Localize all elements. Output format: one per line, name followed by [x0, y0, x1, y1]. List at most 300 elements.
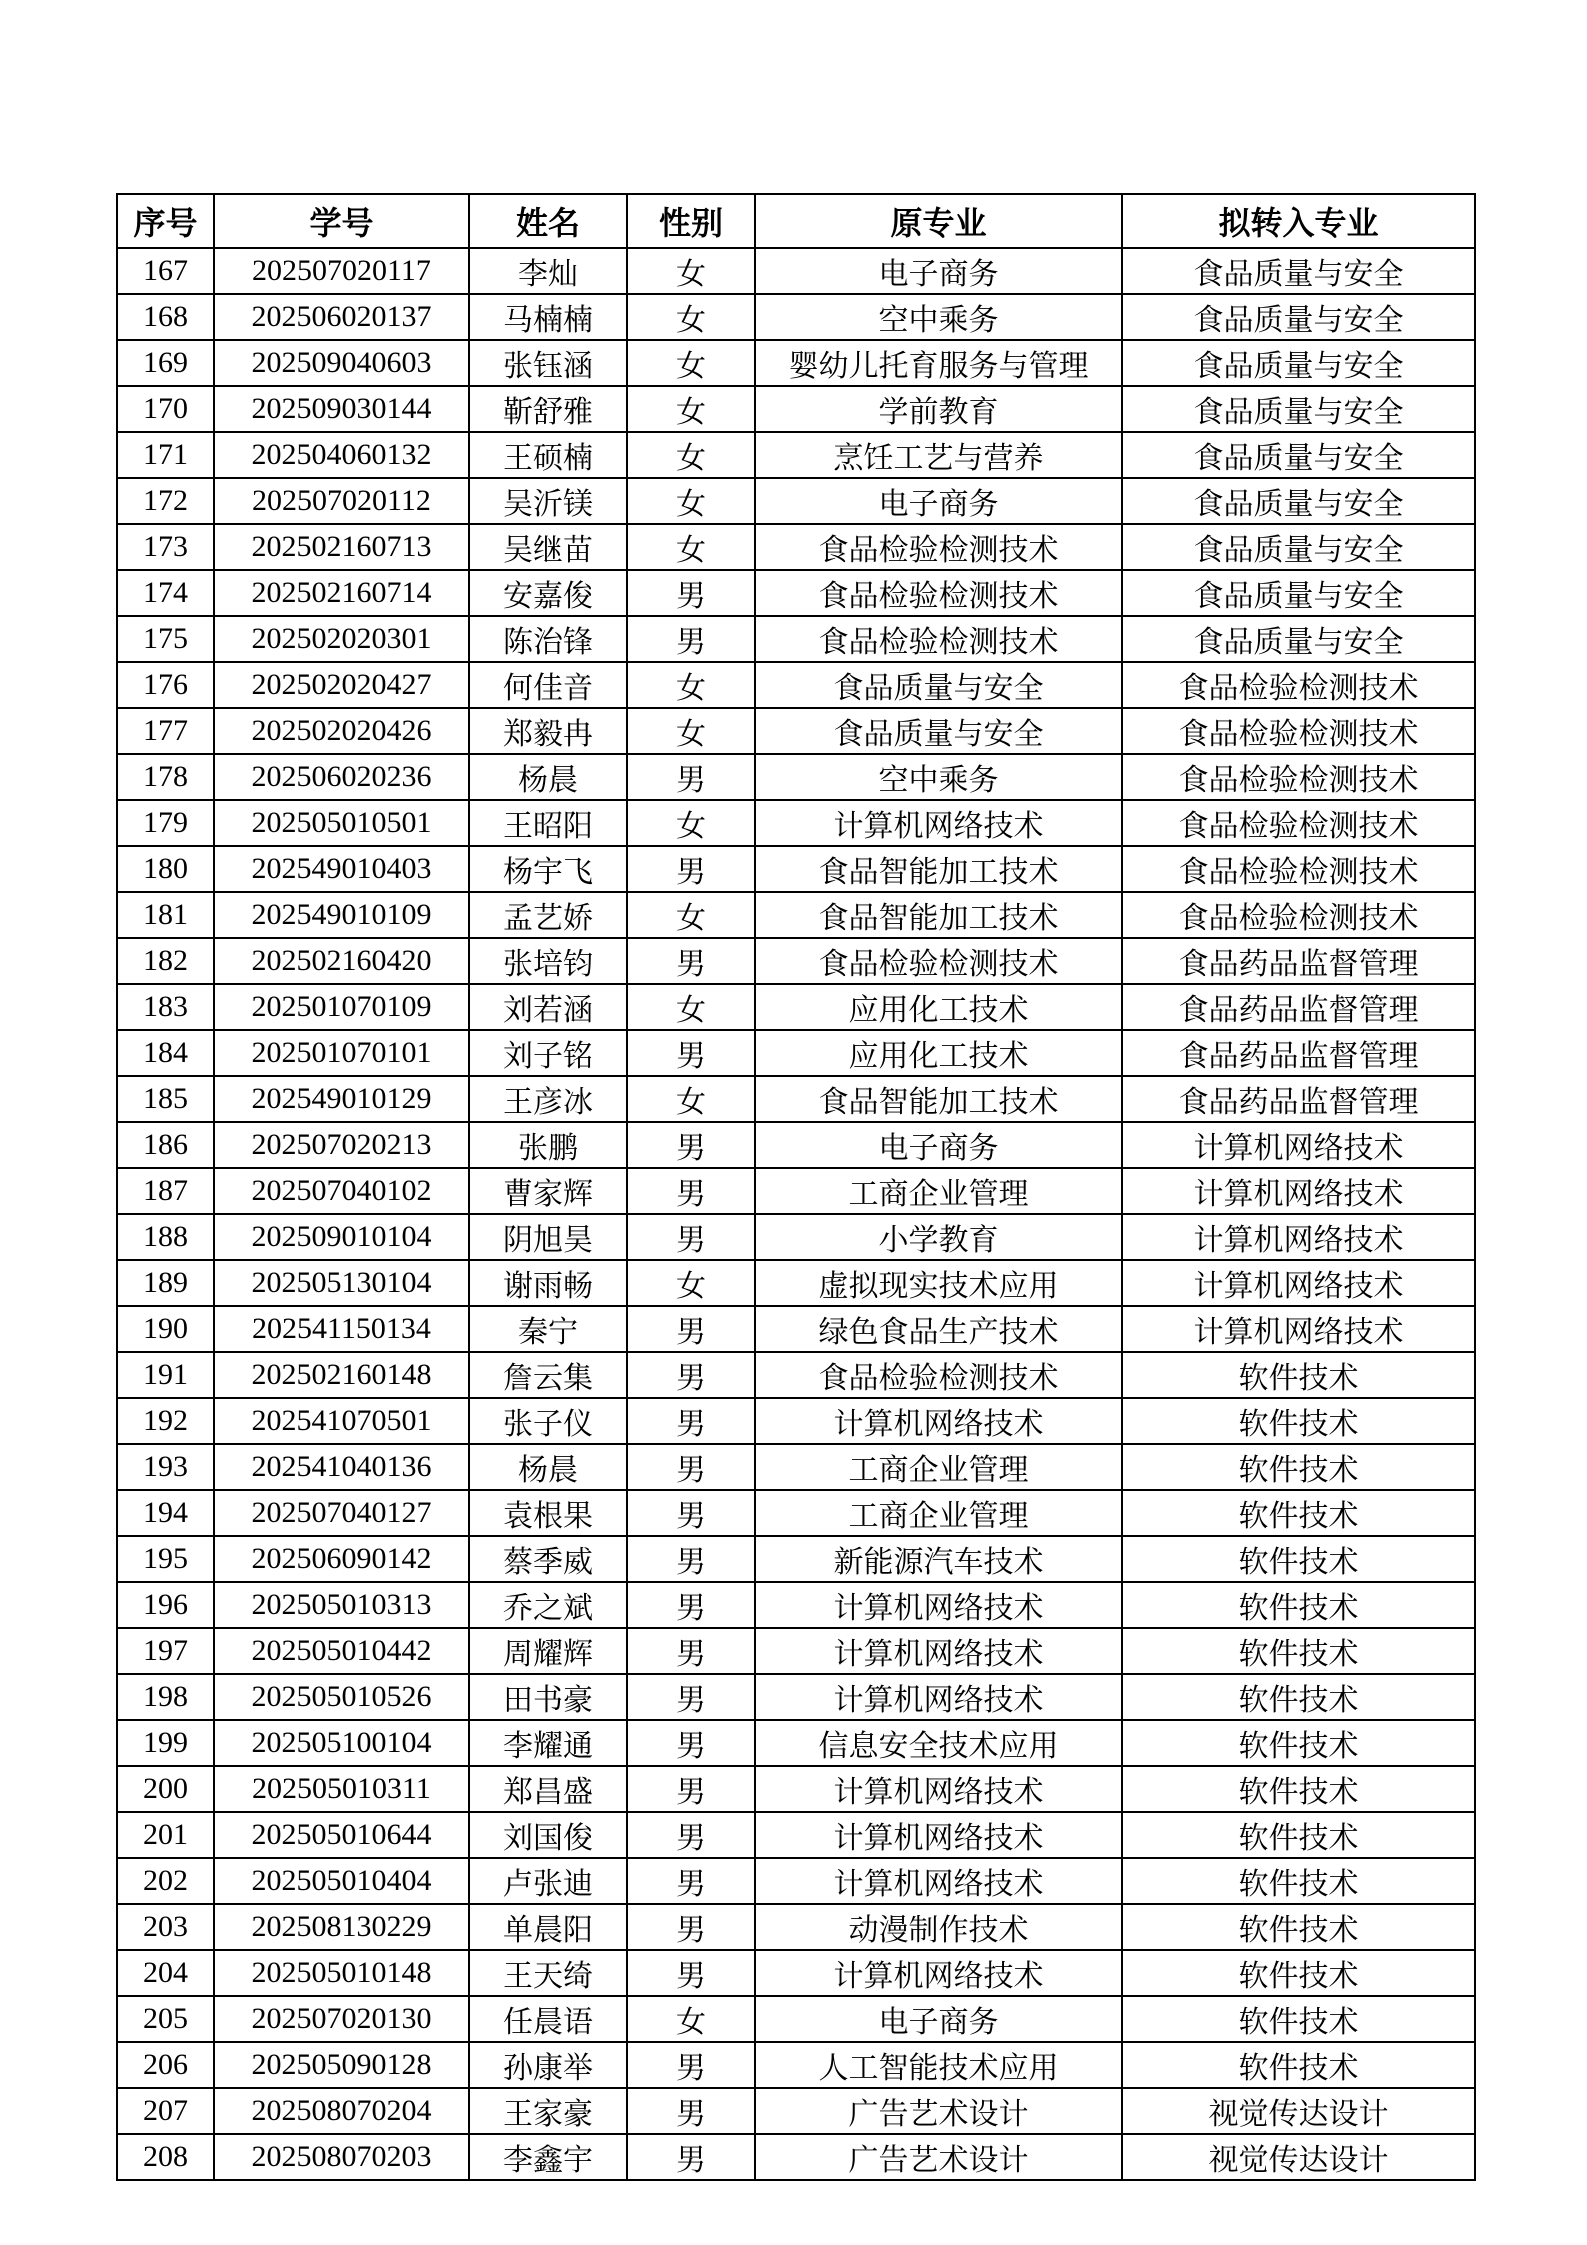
cell-gender: 女	[627, 478, 755, 524]
cell-gender: 男	[627, 1122, 755, 1168]
column-header-student_id: 学号	[214, 194, 469, 248]
column-header-original_major: 原专业	[755, 194, 1122, 248]
cell-student_id: 202504060132	[214, 432, 469, 478]
cell-name: 张子仪	[469, 1398, 627, 1444]
table-row	[117, 1122, 1475, 1168]
student-transfer-table	[116, 193, 1476, 2181]
cell-target_major: 软件技术	[1122, 1352, 1475, 1398]
table-row	[117, 1536, 1475, 1582]
cell-name: 田书豪	[469, 1674, 627, 1720]
column-header-target_major: 拟转入专业	[1122, 194, 1475, 248]
cell-name: 单晨阳	[469, 1904, 627, 1950]
table-row	[117, 1030, 1475, 1076]
cell-target_major: 软件技术	[1122, 1628, 1475, 1674]
cell-target_major: 食品检验检测技术	[1122, 892, 1475, 938]
table-row	[117, 938, 1475, 984]
cell-target_major: 软件技术	[1122, 1950, 1475, 1996]
cell-gender: 女	[627, 294, 755, 340]
cell-name: 王天绮	[469, 1950, 627, 1996]
cell-student_id: 202509040603	[214, 340, 469, 386]
cell-name: 周耀辉	[469, 1628, 627, 1674]
cell-gender: 女	[627, 248, 755, 294]
cell-original_major: 应用化工技术	[755, 1030, 1122, 1076]
cell-gender: 女	[627, 708, 755, 754]
cell-target_major: 软件技术	[1122, 1766, 1475, 1812]
cell-student_id: 202502020426	[214, 708, 469, 754]
table-row	[117, 478, 1475, 524]
cell-name: 詹云集	[469, 1352, 627, 1398]
cell-name: 李鑫宇	[469, 2134, 627, 2180]
cell-gender: 男	[627, 1858, 755, 1904]
cell-name: 秦宁	[469, 1306, 627, 1352]
cell-student_id: 202507020213	[214, 1122, 469, 1168]
cell-name: 刘子铭	[469, 1030, 627, 1076]
cell-seq: 204	[117, 1950, 214, 1996]
table-row	[117, 248, 1475, 294]
cell-name: 刘若涵	[469, 984, 627, 1030]
cell-target_major: 软件技术	[1122, 1858, 1475, 1904]
cell-gender: 男	[627, 1536, 755, 1582]
cell-seq: 190	[117, 1306, 214, 1352]
cell-seq: 185	[117, 1076, 214, 1122]
cell-student_id: 202502160420	[214, 938, 469, 984]
cell-seq: 178	[117, 754, 214, 800]
cell-gender: 男	[627, 1720, 755, 1766]
cell-original_major: 计算机网络技术	[755, 1812, 1122, 1858]
cell-student_id: 202502160713	[214, 524, 469, 570]
cell-name: 王彦冰	[469, 1076, 627, 1122]
cell-name: 谢雨畅	[469, 1260, 627, 1306]
cell-target_major: 计算机网络技术	[1122, 1260, 1475, 1306]
table-row	[117, 1398, 1475, 1444]
cell-name: 陈治锋	[469, 616, 627, 662]
cell-original_major: 食品智能加工技术	[755, 892, 1122, 938]
cell-name: 孙康举	[469, 2042, 627, 2088]
cell-name: 袁根果	[469, 1490, 627, 1536]
cell-student_id: 202505010501	[214, 800, 469, 846]
cell-original_major: 计算机网络技术	[755, 1950, 1122, 1996]
cell-seq: 197	[117, 1628, 214, 1674]
cell-target_major: 食品质量与安全	[1122, 340, 1475, 386]
cell-gender: 女	[627, 892, 755, 938]
cell-target_major: 食品质量与安全	[1122, 248, 1475, 294]
cell-gender: 男	[627, 1030, 755, 1076]
cell-seq: 192	[117, 1398, 214, 1444]
cell-student_id: 202502160148	[214, 1352, 469, 1398]
cell-name: 杨晨	[469, 754, 627, 800]
table-row	[117, 1306, 1475, 1352]
table-row	[117, 1674, 1475, 1720]
cell-original_major: 食品智能加工技术	[755, 1076, 1122, 1122]
table-row	[117, 1628, 1475, 1674]
cell-student_id: 202502020427	[214, 662, 469, 708]
cell-gender: 男	[627, 1812, 755, 1858]
cell-student_id: 202505010644	[214, 1812, 469, 1858]
cell-student_id: 202506090142	[214, 1536, 469, 1582]
cell-original_major: 电子商务	[755, 1122, 1122, 1168]
cell-original_major: 食品质量与安全	[755, 708, 1122, 754]
table-row	[117, 432, 1475, 478]
cell-student_id: 202508070204	[214, 2088, 469, 2134]
table-row	[117, 340, 1475, 386]
cell-student_id: 202505010404	[214, 1858, 469, 1904]
cell-student_id: 202506020236	[214, 754, 469, 800]
cell-gender: 女	[627, 1996, 755, 2042]
cell-seq: 203	[117, 1904, 214, 1950]
cell-target_major: 软件技术	[1122, 1674, 1475, 1720]
column-header-seq: 序号	[117, 194, 214, 248]
cell-name: 马楠楠	[469, 294, 627, 340]
cell-gender: 女	[627, 1076, 755, 1122]
cell-student_id: 202501070101	[214, 1030, 469, 1076]
cell-name: 郑昌盛	[469, 1766, 627, 1812]
cell-student_id: 202549010129	[214, 1076, 469, 1122]
cell-target_major: 食品检验检测技术	[1122, 754, 1475, 800]
cell-original_major: 计算机网络技术	[755, 800, 1122, 846]
cell-student_id: 202502160714	[214, 570, 469, 616]
cell-target_major: 计算机网络技术	[1122, 1214, 1475, 1260]
cell-original_major: 食品检验检测技术	[755, 524, 1122, 570]
column-header-name: 姓名	[469, 194, 627, 248]
cell-original_major: 计算机网络技术	[755, 1582, 1122, 1628]
cell-student_id: 202502020301	[214, 616, 469, 662]
cell-gender: 男	[627, 2088, 755, 2134]
cell-seq: 182	[117, 938, 214, 984]
cell-original_major: 绿色食品生产技术	[755, 1306, 1122, 1352]
cell-target_major: 软件技术	[1122, 1720, 1475, 1766]
cell-student_id: 202541040136	[214, 1444, 469, 1490]
column-header-gender: 性别	[627, 194, 755, 248]
cell-original_major: 食品智能加工技术	[755, 846, 1122, 892]
cell-original_major: 电子商务	[755, 478, 1122, 524]
cell-seq: 207	[117, 2088, 214, 2134]
table-row	[117, 662, 1475, 708]
table-row	[117, 2088, 1475, 2134]
cell-seq: 174	[117, 570, 214, 616]
cell-gender: 女	[627, 432, 755, 478]
table-row	[117, 892, 1475, 938]
cell-name: 王家豪	[469, 2088, 627, 2134]
cell-target_major: 食品质量与安全	[1122, 570, 1475, 616]
cell-original_major: 动漫制作技术	[755, 1904, 1122, 1950]
cell-gender: 男	[627, 1582, 755, 1628]
cell-target_major: 软件技术	[1122, 1444, 1475, 1490]
cell-original_major: 食品检验检测技术	[755, 570, 1122, 616]
cell-original_major: 应用化工技术	[755, 984, 1122, 1030]
cell-original_major: 计算机网络技术	[755, 1674, 1122, 1720]
cell-name: 郑毅冉	[469, 708, 627, 754]
cell-gender: 男	[627, 938, 755, 984]
cell-target_major: 食品检验检测技术	[1122, 662, 1475, 708]
cell-target_major: 食品药品监督管理	[1122, 984, 1475, 1030]
table-header-row	[117, 194, 1475, 248]
cell-seq: 183	[117, 984, 214, 1030]
cell-original_major: 食品质量与安全	[755, 662, 1122, 708]
cell-gender: 男	[627, 1904, 755, 1950]
cell-gender: 男	[627, 1214, 755, 1260]
cell-seq: 173	[117, 524, 214, 570]
cell-target_major: 食品检验检测技术	[1122, 800, 1475, 846]
cell-seq: 195	[117, 1536, 214, 1582]
cell-name: 杨晨	[469, 1444, 627, 1490]
cell-student_id: 202507020130	[214, 1996, 469, 2042]
table-row	[117, 1858, 1475, 1904]
cell-seq: 180	[117, 846, 214, 892]
cell-original_major: 信息安全技术应用	[755, 1720, 1122, 1766]
table-row	[117, 1996, 1475, 2042]
cell-student_id: 202505010442	[214, 1628, 469, 1674]
cell-seq: 169	[117, 340, 214, 386]
cell-seq: 202	[117, 1858, 214, 1904]
cell-gender: 男	[627, 570, 755, 616]
cell-original_major: 工商企业管理	[755, 1490, 1122, 1536]
cell-gender: 女	[627, 386, 755, 432]
cell-target_major: 软件技术	[1122, 1536, 1475, 1582]
cell-gender: 女	[627, 984, 755, 1030]
cell-original_major: 计算机网络技术	[755, 1398, 1122, 1444]
cell-name: 任晨语	[469, 1996, 627, 2042]
table-row	[117, 1076, 1475, 1122]
cell-target_major: 食品检验检测技术	[1122, 708, 1475, 754]
cell-seq: 188	[117, 1214, 214, 1260]
cell-seq: 201	[117, 1812, 214, 1858]
cell-gender: 女	[627, 340, 755, 386]
cell-seq: 170	[117, 386, 214, 432]
table-row	[117, 1168, 1475, 1214]
cell-target_major: 软件技术	[1122, 1398, 1475, 1444]
cell-seq: 199	[117, 1720, 214, 1766]
cell-original_major: 新能源汽车技术	[755, 1536, 1122, 1582]
cell-target_major: 计算机网络技术	[1122, 1168, 1475, 1214]
cell-gender: 男	[627, 754, 755, 800]
cell-gender: 男	[627, 1352, 755, 1398]
cell-student_id: 202507040102	[214, 1168, 469, 1214]
cell-student_id: 202508070203	[214, 2134, 469, 2180]
table-row	[117, 386, 1475, 432]
table-row	[117, 1812, 1475, 1858]
table-row	[117, 1950, 1475, 1996]
cell-name: 张培钧	[469, 938, 627, 984]
cell-gender: 男	[627, 1674, 755, 1720]
cell-target_major: 软件技术	[1122, 1996, 1475, 2042]
table-row	[117, 984, 1475, 1030]
cell-student_id: 202505010313	[214, 1582, 469, 1628]
table-row	[117, 1490, 1475, 1536]
cell-gender: 女	[627, 800, 755, 846]
cell-target_major: 食品质量与安全	[1122, 524, 1475, 570]
cell-name: 张鹏	[469, 1122, 627, 1168]
cell-name: 乔之斌	[469, 1582, 627, 1628]
cell-gender: 女	[627, 524, 755, 570]
cell-target_major: 食品药品监督管理	[1122, 1076, 1475, 1122]
cell-name: 吴继苗	[469, 524, 627, 570]
cell-student_id: 202509030144	[214, 386, 469, 432]
cell-gender: 男	[627, 1628, 755, 1674]
cell-original_major: 电子商务	[755, 1996, 1122, 2042]
cell-name: 阴旭昊	[469, 1214, 627, 1260]
cell-name: 安嘉俊	[469, 570, 627, 616]
cell-seq: 179	[117, 800, 214, 846]
cell-student_id: 202541150134	[214, 1306, 469, 1352]
cell-name: 孟艺娇	[469, 892, 627, 938]
cell-target_major: 视觉传达设计	[1122, 2088, 1475, 2134]
cell-gender: 男	[627, 2134, 755, 2180]
cell-original_major: 空中乘务	[755, 754, 1122, 800]
cell-gender: 男	[627, 616, 755, 662]
cell-target_major: 食品药品监督管理	[1122, 938, 1475, 984]
cell-gender: 男	[627, 1306, 755, 1352]
cell-student_id: 202507020112	[214, 478, 469, 524]
cell-name: 王昭阳	[469, 800, 627, 846]
cell-seq: 198	[117, 1674, 214, 1720]
cell-seq: 200	[117, 1766, 214, 1812]
cell-original_major: 工商企业管理	[755, 1168, 1122, 1214]
cell-student_id: 202549010109	[214, 892, 469, 938]
cell-seq: 196	[117, 1582, 214, 1628]
cell-original_major: 计算机网络技术	[755, 1766, 1122, 1812]
cell-name: 曹家辉	[469, 1168, 627, 1214]
cell-seq: 167	[117, 248, 214, 294]
cell-gender: 男	[627, 1398, 755, 1444]
cell-seq: 191	[117, 1352, 214, 1398]
cell-name: 何佳音	[469, 662, 627, 708]
cell-student_id: 202507020117	[214, 248, 469, 294]
cell-gender: 男	[627, 2042, 755, 2088]
table-row	[117, 1260, 1475, 1306]
cell-target_major: 软件技术	[1122, 1490, 1475, 1536]
table-row	[117, 1720, 1475, 1766]
cell-target_major: 软件技术	[1122, 1904, 1475, 1950]
table-row	[117, 1444, 1475, 1490]
table-row	[117, 800, 1475, 846]
table-row	[117, 1766, 1475, 1812]
cell-seq: 172	[117, 478, 214, 524]
cell-target_major: 计算机网络技术	[1122, 1122, 1475, 1168]
cell-original_major: 烹饪工艺与营养	[755, 432, 1122, 478]
cell-student_id: 202505130104	[214, 1260, 469, 1306]
cell-target_major: 食品质量与安全	[1122, 294, 1475, 340]
cell-seq: 189	[117, 1260, 214, 1306]
cell-original_major: 学前教育	[755, 386, 1122, 432]
table-row	[117, 846, 1475, 892]
cell-student_id: 202541070501	[214, 1398, 469, 1444]
cell-student_id: 202505100104	[214, 1720, 469, 1766]
table-row	[117, 524, 1475, 570]
cell-gender: 女	[627, 662, 755, 708]
cell-seq: 175	[117, 616, 214, 662]
cell-seq: 205	[117, 1996, 214, 2042]
cell-original_major: 电子商务	[755, 248, 1122, 294]
cell-seq: 176	[117, 662, 214, 708]
cell-gender: 男	[627, 1766, 755, 1812]
table-row	[117, 2134, 1475, 2180]
table-row	[117, 294, 1475, 340]
table-row	[117, 570, 1475, 616]
table-row	[117, 616, 1475, 662]
cell-name: 李耀通	[469, 1720, 627, 1766]
cell-gender: 男	[627, 1950, 755, 1996]
cell-student_id: 202505010311	[214, 1766, 469, 1812]
cell-original_major: 食品检验检测技术	[755, 1352, 1122, 1398]
cell-name: 靳舒雅	[469, 386, 627, 432]
table-row	[117, 1352, 1475, 1398]
cell-seq: 193	[117, 1444, 214, 1490]
cell-original_major: 食品检验检测技术	[755, 616, 1122, 662]
cell-original_major: 婴幼儿托育服务与管理	[755, 340, 1122, 386]
cell-target_major: 食品质量与安全	[1122, 432, 1475, 478]
cell-name: 杨宇飞	[469, 846, 627, 892]
cell-name: 卢张迪	[469, 1858, 627, 1904]
cell-student_id: 202505010148	[214, 1950, 469, 1996]
table-row	[117, 708, 1475, 754]
table-row	[117, 2042, 1475, 2088]
cell-name: 王硕楠	[469, 432, 627, 478]
cell-target_major: 食品质量与安全	[1122, 616, 1475, 662]
cell-name: 李灿	[469, 248, 627, 294]
cell-target_major: 软件技术	[1122, 2042, 1475, 2088]
cell-target_major: 软件技术	[1122, 1812, 1475, 1858]
cell-target_major: 软件技术	[1122, 1582, 1475, 1628]
cell-target_major: 食品质量与安全	[1122, 386, 1475, 432]
cell-seq: 171	[117, 432, 214, 478]
cell-student_id: 202506020137	[214, 294, 469, 340]
cell-name: 蔡季威	[469, 1536, 627, 1582]
cell-gender: 男	[627, 846, 755, 892]
cell-target_major: 视觉传达设计	[1122, 2134, 1475, 2180]
cell-seq: 184	[117, 1030, 214, 1076]
cell-seq: 177	[117, 708, 214, 754]
cell-original_major: 计算机网络技术	[755, 1628, 1122, 1674]
cell-target_major: 食品检验检测技术	[1122, 846, 1475, 892]
table-row	[117, 1582, 1475, 1628]
cell-student_id: 202549010403	[214, 846, 469, 892]
cell-student_id: 202501070109	[214, 984, 469, 1030]
cell-seq: 206	[117, 2042, 214, 2088]
cell-gender: 男	[627, 1444, 755, 1490]
cell-seq: 186	[117, 1122, 214, 1168]
cell-target_major: 食品质量与安全	[1122, 478, 1475, 524]
cell-target_major: 食品药品监督管理	[1122, 1030, 1475, 1076]
cell-student_id: 202509010104	[214, 1214, 469, 1260]
cell-original_major: 空中乘务	[755, 294, 1122, 340]
cell-seq: 168	[117, 294, 214, 340]
cell-gender: 女	[627, 1260, 755, 1306]
cell-seq: 194	[117, 1490, 214, 1536]
cell-seq: 181	[117, 892, 214, 938]
table-row	[117, 1214, 1475, 1260]
cell-gender: 男	[627, 1490, 755, 1536]
table-row	[117, 1904, 1475, 1950]
cell-name: 刘国俊	[469, 1812, 627, 1858]
cell-gender: 男	[627, 1168, 755, 1214]
cell-name: 吴沂镁	[469, 478, 627, 524]
cell-student_id: 202507040127	[214, 1490, 469, 1536]
cell-original_major: 广告艺术设计	[755, 2134, 1122, 2180]
cell-student_id: 202505090128	[214, 2042, 469, 2088]
table-row	[117, 754, 1475, 800]
cell-original_major: 广告艺术设计	[755, 2088, 1122, 2134]
cell-seq: 187	[117, 1168, 214, 1214]
cell-name: 张钰涵	[469, 340, 627, 386]
cell-original_major: 食品检验检测技术	[755, 938, 1122, 984]
cell-original_major: 人工智能技术应用	[755, 2042, 1122, 2088]
cell-original_major: 小学教育	[755, 1214, 1122, 1260]
cell-original_major: 工商企业管理	[755, 1444, 1122, 1490]
cell-original_major: 虚拟现实技术应用	[755, 1260, 1122, 1306]
cell-student_id: 202505010526	[214, 1674, 469, 1720]
cell-original_major: 计算机网络技术	[755, 1858, 1122, 1904]
cell-target_major: 计算机网络技术	[1122, 1306, 1475, 1352]
